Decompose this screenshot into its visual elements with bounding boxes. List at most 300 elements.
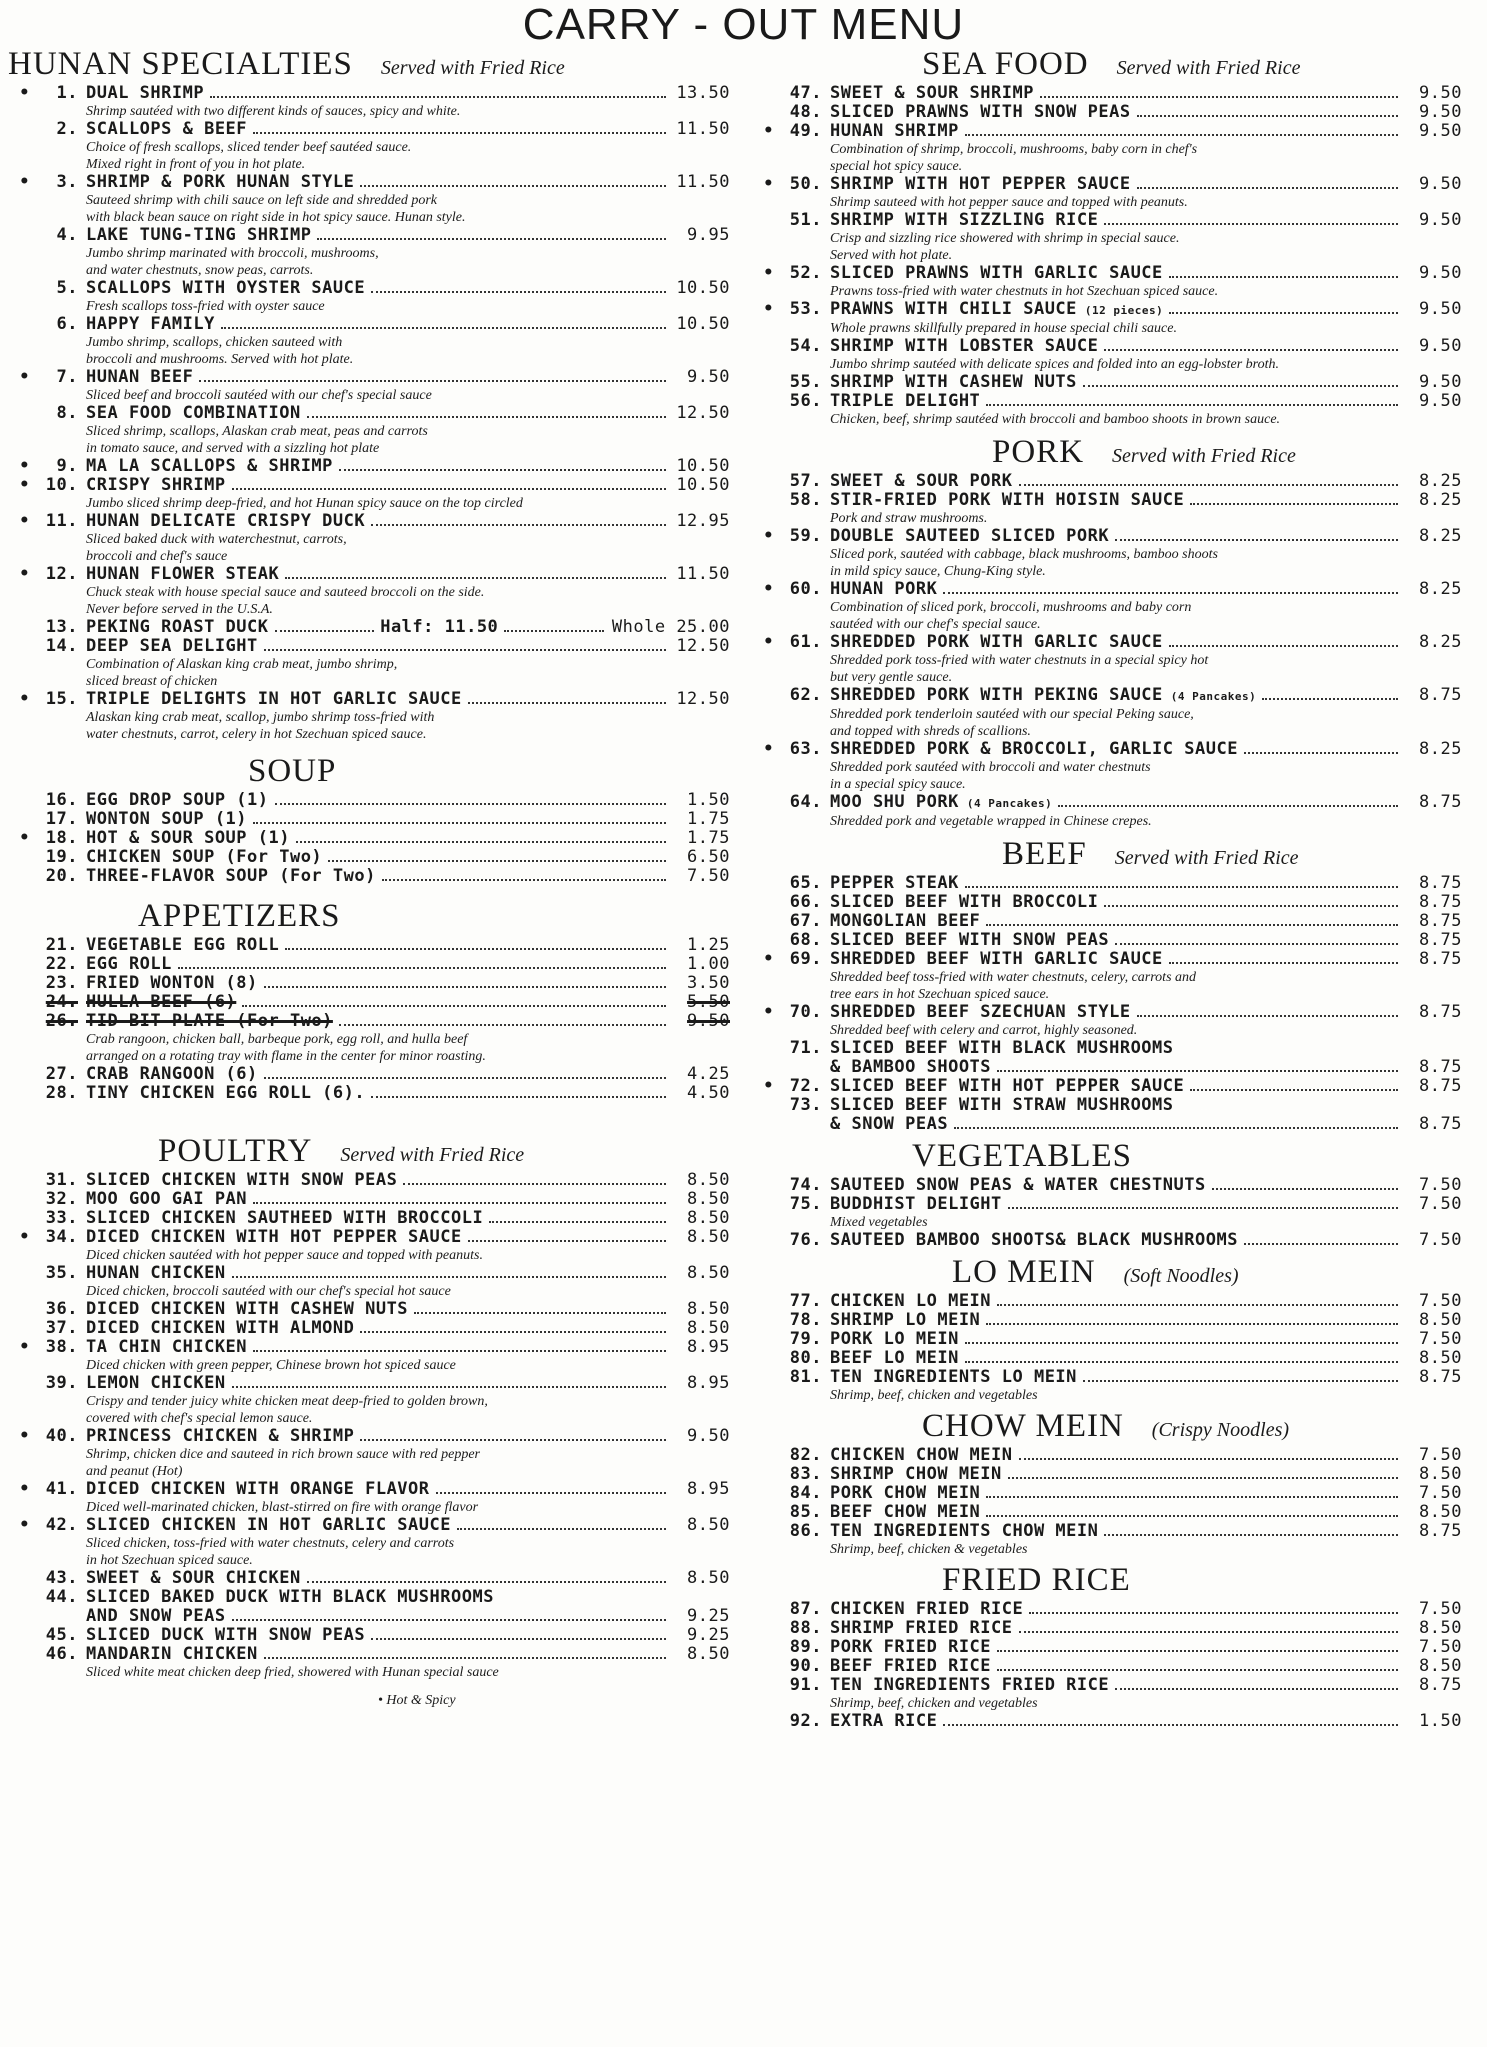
dot-leader (1262, 698, 1398, 700)
item-description: in tomato sauce, and served with a sizzling hot plate (86, 441, 380, 456)
item-number: 72. (789, 1076, 822, 1096)
menu-item-line (8, 1480, 730, 1499)
item-description: Mixed right in front of you in hot plate. (86, 157, 306, 172)
dot-leader (1104, 905, 1398, 907)
item-description: Crispy and tender juicy white chicken meat deep-fried to golden brown, (86, 1394, 488, 1409)
item-price: 9.50 (1419, 83, 1462, 103)
menu-item (752, 122, 1462, 175)
item-description: broccoli and chef's sauce (86, 549, 228, 564)
menu-item-line (752, 1096, 1462, 1115)
item-description: Crisp and sizzling rice showered with shrimp in special sauce. (830, 231, 1180, 246)
dot-leader (1029, 1612, 1398, 1614)
item-number: 15. (45, 689, 78, 709)
dot-leader (371, 524, 666, 526)
item-description: in a special spicy sauce. (830, 777, 966, 792)
dot-leader (307, 416, 666, 418)
item-name: SHRIMP CHOW MEIN (830, 1464, 1002, 1484)
item-number: 14. (45, 636, 78, 656)
dot-leader (1190, 1089, 1398, 1091)
dot-leader (178, 967, 666, 969)
item-price: 10.50 (676, 314, 730, 334)
menu-item (752, 1368, 1462, 1404)
dot-leader (210, 96, 666, 98)
item-name: SWEET & SOUR CHICKEN (86, 1568, 301, 1588)
item-number: 50. (789, 174, 822, 194)
dot-leader (1115, 1688, 1398, 1690)
menu-item-line (8, 829, 730, 848)
item-name: SHREDDED BEEF SZECHUAN STYLE (830, 1002, 1131, 1022)
item-description: Jumbo shrimp marinated with broccoli, mushrooms, (86, 246, 379, 261)
menu-item-line (8, 637, 730, 656)
item-number: 76. (789, 1230, 822, 1250)
menu-item (8, 974, 730, 993)
dot-leader (296, 841, 666, 843)
item-description: Shredded pork sautéed with broccoli and water chestnuts (830, 760, 1151, 775)
item-number: 64. (789, 792, 822, 812)
dot-leader (1019, 484, 1399, 486)
item-price: 11.50 (676, 172, 730, 192)
item-price: 10.50 (676, 456, 730, 476)
item-name: HUNAN CHICKEN (86, 1263, 226, 1283)
item-price: 9.50 (687, 1426, 730, 1446)
item-price: 9.50 (1419, 174, 1462, 194)
dot-leader (997, 1070, 1398, 1072)
menu-item (752, 264, 1462, 300)
menu-item-line (752, 950, 1462, 969)
item-name: PORK LO MEIN (830, 1329, 959, 1349)
item-number: 37. (45, 1318, 78, 1338)
item-number: 18. (45, 828, 78, 848)
menu-item (752, 103, 1462, 122)
menu-item (8, 1645, 730, 1681)
dot-leader (360, 1331, 666, 1333)
menu-item-line (752, 1115, 1462, 1134)
item-name: BEEF FRIED RICE (830, 1656, 992, 1676)
item-description: Sliced shrimp, scallops, Alaskan crab meat, peas and carrots (86, 424, 428, 439)
dot-leader (339, 469, 666, 471)
item-price: 9.50 (1419, 121, 1462, 141)
item-name: SHRIMP WITH LOBSTER SAUCE (830, 336, 1099, 356)
menu-item-line (8, 1264, 730, 1283)
item-name: SHREDDED PORK & BROCCOLI, GARLIC SAUCE (830, 739, 1238, 759)
spicy-mark: • (19, 456, 30, 476)
item-name: TEN INGREDIENTS CHOW MEIN (830, 1521, 1099, 1541)
spicy-mark: • (763, 299, 774, 319)
item-price: 8.75 (1419, 1367, 1462, 1387)
item-number: 88. (789, 1618, 822, 1638)
item-number: 57. (789, 471, 822, 491)
item-description: Shrimp sautéed with two different kinds of sauces, spicy and white. (86, 104, 461, 119)
item-number: 16. (45, 790, 78, 810)
menu-item (752, 1292, 1462, 1311)
section-title: VEGETABLES (912, 1138, 1133, 1174)
item-price: 5.50 (687, 992, 730, 1012)
item-price: 8.50 (687, 1227, 730, 1247)
item-description: in mild spicy sauce, Chung-King style. (830, 564, 1046, 579)
menu-item (8, 637, 730, 690)
menu-item-line (752, 1465, 1462, 1484)
item-number: 45. (45, 1625, 78, 1645)
item-price: 1.00 (687, 954, 730, 974)
item-price: 8.50 (1419, 1502, 1462, 1522)
menu-item (8, 404, 730, 457)
menu-item-line (752, 633, 1462, 652)
spicy-mark: • (19, 1227, 30, 1247)
menu-item-line (752, 1330, 1462, 1349)
item-price: 8.75 (1419, 911, 1462, 931)
section-title: HUNAN SPECIALTIES (8, 46, 353, 82)
spicy-mark: • (763, 949, 774, 969)
item-price: 8.95 (687, 1479, 730, 1499)
dot-leader (1169, 276, 1398, 278)
menu-item-line (8, 1065, 730, 1084)
item-number: 53. (789, 299, 822, 319)
item-name: HUNAN PORK (830, 579, 938, 599)
dot-leader (414, 1312, 666, 1314)
spicy-mark: • (763, 579, 774, 599)
menu-item (8, 457, 730, 476)
menu-title: CARRY - OUT MENU (522, 0, 965, 49)
menu-item (8, 1228, 730, 1264)
item-number: 48. (789, 102, 822, 122)
dot-leader (436, 1492, 666, 1494)
item-number: 12. (45, 564, 78, 584)
item-name: AND SNOW PEAS (86, 1606, 226, 1626)
item-price: 9.95 (687, 225, 730, 245)
item-price: 8.25 (1419, 471, 1462, 491)
item-name: HULLA BEEF (6) (86, 992, 237, 1012)
item-name: PEPPER STEAK (830, 873, 959, 893)
menu-item (8, 1012, 730, 1065)
item-number: 58. (789, 490, 822, 510)
item-price: 7.50 (687, 866, 730, 886)
item-price: 8.95 (687, 1373, 730, 1393)
dot-leader (232, 1276, 666, 1278)
item-number: 32. (45, 1189, 78, 1209)
item-name: SHRIMP FRIED RICE (830, 1618, 1013, 1638)
menu-item-line (752, 1522, 1462, 1541)
item-number: 40. (45, 1426, 78, 1446)
item-name: HUNAN FLOWER STEAK (86, 564, 280, 584)
menu-item (752, 633, 1462, 686)
item-number: 20. (45, 866, 78, 886)
item-description: Never before served in the U.S.A. (86, 602, 273, 617)
menu-item-line (8, 404, 730, 423)
item-number: 8. (56, 403, 78, 423)
item-number: 42. (45, 1515, 78, 1535)
menu-item-line (752, 874, 1462, 893)
dot-leader (371, 291, 666, 293)
menu-item-line (8, 1607, 730, 1626)
item-price: 8.25 (1419, 526, 1462, 546)
item-name: SCALLOPS & BEEF (86, 119, 248, 139)
item-number: 2. (56, 119, 78, 139)
item-name: SLICED CHICKEN WITH SNOW PEAS (86, 1170, 398, 1190)
item-description: covered with chef's special lemon sauce. (86, 1411, 313, 1426)
item-description: Shrimp, beef, chicken and vegetables (830, 1696, 1038, 1711)
item-number: 23. (45, 973, 78, 993)
item-name: CHICKEN FRIED RICE (830, 1599, 1024, 1619)
item-name: HAPPY FAMILY (86, 314, 215, 334)
item-price: 8.50 (1419, 1618, 1462, 1638)
menu-item (752, 1638, 1462, 1657)
item-name: STIR-FRIED PORK WITH HOISIN SAUCE (830, 490, 1185, 510)
item-number: 90. (789, 1656, 822, 1676)
spicy-mark: • (763, 1076, 774, 1096)
dot-leader (965, 134, 1398, 136)
menu-item (752, 580, 1462, 633)
item-price: 9.50 (1419, 102, 1462, 122)
menu-item-line (752, 1039, 1462, 1058)
menu-item-line (752, 1058, 1462, 1077)
menu-item-line (8, 955, 730, 974)
item-number: 13. (45, 617, 78, 637)
section-hunan (8, 44, 730, 743)
section-header (752, 1252, 1462, 1292)
spicy-mark: • (19, 367, 30, 387)
item-name: SLICED PRAWNS WITH GARLIC SAUCE (830, 263, 1163, 283)
dot-leader (1104, 223, 1398, 225)
menu-item (8, 1480, 730, 1516)
dot-leader (943, 592, 1398, 594)
menu-item-line (8, 457, 730, 476)
item-number: 28. (45, 1083, 78, 1103)
item-number: 51. (789, 210, 822, 230)
dot-leader (1040, 96, 1398, 98)
section-note: Served with Fried Rice (1116, 57, 1301, 79)
item-price: 8.50 (687, 1318, 730, 1338)
item-description: broccoli and mushrooms. Served with hot plate. (86, 352, 354, 367)
menu-item (752, 1115, 1462, 1134)
menu-item (752, 1522, 1462, 1558)
menu-item (752, 1058, 1462, 1077)
dot-leader (1083, 385, 1398, 387)
menu-item (752, 1619, 1462, 1638)
item-name: LEMON CHICKEN (86, 1373, 226, 1393)
menu-item-line (8, 84, 730, 103)
menu-item-line (8, 1319, 730, 1338)
item-price: 9.50 (687, 1011, 730, 1031)
item-name: HUNAN SHRIMP (830, 121, 959, 141)
dot-leader (264, 649, 666, 651)
spicy-mark: • (763, 526, 774, 546)
item-name: SHREDDED PORK WITH PEKING SAUCE (830, 685, 1163, 705)
item-price: 8.75 (1419, 1675, 1462, 1695)
menu-item-line (8, 1300, 730, 1319)
item-price: 12.95 (676, 511, 730, 531)
dot-leader (199, 380, 666, 382)
menu-item-line (752, 392, 1462, 411)
menu-item (752, 912, 1462, 931)
item-name: TA CHIN CHICKEN (86, 1337, 248, 1357)
item-name: EXTRA RICE (830, 1711, 938, 1731)
dot-leader (232, 1619, 666, 1621)
dot-leader (285, 948, 666, 950)
item-name: BEEF CHOW MEIN (830, 1502, 981, 1522)
item-price: 8.25 (1419, 632, 1462, 652)
item-name: & BAMBOO SHOOTS (830, 1057, 992, 1077)
section-chowmein (752, 1406, 1462, 1558)
item-description: Sliced white meat chicken deep fried, showered with Hunan special sauce (86, 1665, 499, 1680)
menu-item (8, 1209, 730, 1228)
menu-item-line (8, 368, 730, 387)
item-price: 8.75 (1419, 930, 1462, 950)
menu-item (8, 279, 730, 315)
item-name: DICED CHICKEN WITH ORANGE FLAVOR (86, 1479, 430, 1499)
section-header (8, 1131, 730, 1171)
item-description: Sliced chicken, toss-fried with water chestnuts, celery and carrots (86, 1536, 455, 1551)
item-description: special hot spicy sauce. (830, 159, 963, 174)
section-title: PORK (992, 434, 1085, 470)
menu-item-line (752, 793, 1462, 813)
section-vegetables (752, 1136, 1462, 1250)
item-description: Shredded beef with celery and carrot, highly seasoned. (830, 1023, 1138, 1038)
dot-leader (253, 132, 666, 134)
dot-leader (986, 1515, 1398, 1517)
menu-item-line (752, 893, 1462, 912)
item-number: 77. (789, 1291, 822, 1311)
menu-item-line (752, 1311, 1462, 1330)
section-header (8, 44, 730, 84)
menu-item-line (752, 264, 1462, 283)
item-price: 9.50 (1419, 299, 1462, 319)
dot-leader (371, 1096, 666, 1098)
item-description: arranged on a rotating tray with flame in the center for minor roasting. (86, 1049, 486, 1064)
dot-leader (1244, 752, 1398, 754)
item-portion: (4 Pancakes) (1170, 690, 1257, 703)
item-description: Shredded beef toss-fried with water chestnuts, celery, carrots and (830, 970, 1197, 985)
menu-item (8, 829, 730, 848)
item-price: 9.50 (1419, 210, 1462, 230)
dot-leader (997, 1650, 1398, 1652)
item-number: 19. (45, 847, 78, 867)
item-price: 8.75 (1419, 873, 1462, 893)
item-price: 8.75 (1419, 892, 1462, 912)
section-header (752, 834, 1462, 874)
item-name: MOO GOO GAI PAN (86, 1189, 248, 1209)
item-portion: (12 pieces) (1084, 304, 1164, 317)
menu-item-line (752, 1484, 1462, 1503)
item-price: 8.75 (1419, 685, 1462, 705)
item-name: CRAB RANGOON (6) (86, 1064, 258, 1084)
item-number: 41. (45, 1479, 78, 1499)
item-number: 79. (789, 1329, 822, 1349)
item-name: TEN INGREDIENTS LO MEIN (830, 1367, 1077, 1387)
section-header (752, 1136, 1462, 1176)
menu-item (752, 1676, 1462, 1712)
menu-item-line (752, 373, 1462, 392)
menu-item-line (8, 1338, 730, 1357)
item-number: 80. (789, 1348, 822, 1368)
item-description: in hot Szechuan spiced sauce. (86, 1553, 253, 1568)
menu-item-line (752, 1503, 1462, 1522)
item-description: Jumbo sliced shrimp deep-fried, and hot Hunan spicy sauce on the top circled (86, 496, 523, 511)
menu-item-line (8, 173, 730, 192)
menu-item (752, 1195, 1462, 1231)
item-name: THREE-FLAVOR SOUP (For Two) (86, 866, 376, 886)
item-number: 56. (789, 391, 822, 411)
item-number: 60. (789, 579, 822, 599)
item-price: 9.25 (687, 1606, 730, 1626)
item-name: SHRIMP LO MEIN (830, 1310, 981, 1330)
item-name: FRIED WONTON (8) (86, 973, 258, 993)
item-price: 9.50 (687, 367, 730, 387)
item-name: PRAWNS WITH CHILI SAUCE (830, 299, 1077, 319)
item-description: sautéed with our chef's special sauce. (830, 617, 1041, 632)
menu-item (752, 1176, 1462, 1195)
section-title: SEA FOOD (922, 46, 1089, 82)
menu-item (8, 993, 730, 1012)
menu-item-line (8, 1645, 730, 1664)
section-note: (Crispy Noodles) (1151, 1419, 1290, 1441)
item-number: 92. (789, 1711, 822, 1731)
item-number: 44. (45, 1587, 78, 1607)
item-number: 38. (45, 1337, 78, 1357)
dot-leader (275, 630, 375, 632)
menu-item-line (752, 1600, 1462, 1619)
spicy-mark: • (19, 1337, 30, 1357)
menu-item (752, 893, 1462, 912)
menu-item (8, 955, 730, 974)
dot-leader (360, 185, 666, 187)
item-name: SHRIMP WITH HOT PEPPER SAUCE (830, 174, 1131, 194)
item-name: LAKE TUNG-TING SHRIMP (86, 225, 312, 245)
item-description: Diced chicken sautéed with hot pepper sauce and topped with peanuts. (86, 1248, 483, 1263)
menu-item-line (8, 476, 730, 495)
dot-leader (1212, 1188, 1398, 1190)
menu-item-line (8, 1427, 730, 1446)
item-number: 89. (789, 1637, 822, 1657)
dot-leader (1083, 1380, 1398, 1382)
item-number: 71. (789, 1038, 822, 1058)
dot-leader (1137, 115, 1398, 117)
spicy-mark: • (763, 632, 774, 652)
item-price: 8.25 (1419, 739, 1462, 759)
item-name: TRIPLE DELIGHT (830, 391, 981, 411)
menu-item (8, 1190, 730, 1209)
item-name: TID-BIT PLATE (For Two) (86, 1011, 333, 1031)
item-price: 7.50 (1419, 1445, 1462, 1465)
menu-item-line (752, 912, 1462, 931)
item-name: CHICKEN CHOW MEIN (830, 1445, 1013, 1465)
item-description: Sauteed shrimp with chili sauce on left side and shredded pork (86, 193, 437, 208)
item-name: SLICED CHICKEN IN HOT GARLIC SAUCE (86, 1515, 451, 1535)
dot-leader (1019, 1458, 1399, 1460)
menu-item-line (752, 1638, 1462, 1657)
menu-item (752, 1600, 1462, 1619)
menu-item-line (8, 791, 730, 810)
menu-item (752, 1465, 1462, 1484)
menu-item-line (752, 84, 1462, 103)
menu-item (8, 1264, 730, 1300)
dot-leader (339, 1024, 666, 1026)
dot-leader (242, 1005, 666, 1007)
menu-item-line (8, 993, 730, 1012)
item-name: HOT & SOUR SOUP (1) (86, 828, 290, 848)
menu-item-line (8, 1084, 730, 1103)
dot-leader (965, 886, 1398, 888)
item-description: but very gentle sauce. (830, 670, 953, 685)
section-friedrice (752, 1560, 1462, 1731)
item-price: 8.50 (687, 1515, 730, 1535)
menu-item (8, 1171, 730, 1190)
dot-leader (253, 1202, 666, 1204)
item-description: Sliced beef and broccoli sautéed with our chef's special sauce (86, 388, 432, 403)
menu-item (8, 618, 730, 637)
item-name: PRINCESS CHICKEN & SHRIMP (86, 1426, 355, 1446)
item-name: TINY CHICKEN EGG ROLL (6). (86, 1083, 366, 1103)
item-name: EGG ROLL (86, 954, 172, 974)
